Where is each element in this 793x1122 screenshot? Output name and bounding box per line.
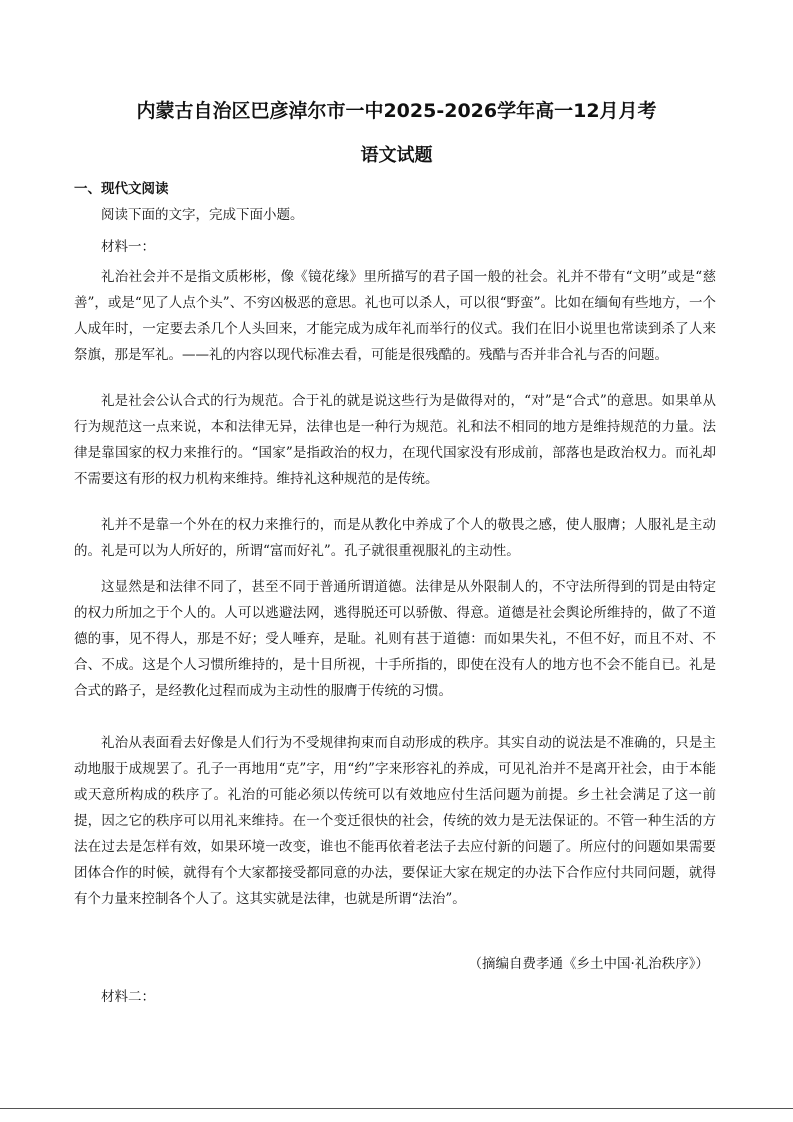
instruction-text: 阅读下面的文字，完成下面小题。 bbox=[101, 207, 304, 223]
material-two-label: 材料二： bbox=[101, 989, 155, 1005]
paragraph: 礼并不是靠一个外在的权力来推行的，而是从教化中养成了个人的敬畏之感，使人服膺；人服礼是主动的。礼是可以为人所好的，所谓“富而好礼”。孔子就很重视服礼的主动性。 bbox=[74, 517, 716, 559]
page-subtitle: 语文试题 bbox=[360, 145, 433, 166]
material-one-label: 材料一： bbox=[101, 239, 155, 255]
paragraph: 这显然是和法律不同了，甚至不同于普通所谓道德。法律是从外限制人的，不守法所得到的罚是由特定的权力所加之于个人的。人可以逃避法网，逃得脱还可以骄傲、得意。道德是社会舆论所维持的，做了不道德的事，见不得人，那是不好；受人唾弃，是耻。礼则有甚于道德：而如果失礼，不但不好，而且不对、不合、不成。这是个人习惯所维持的，是十目所视，十手所指的，即使在没有人的地方也不会不能自已。礼是合式的路子，是经教化过程而成为主动性的服膺于传统的习惯。 bbox=[74, 579, 716, 699]
page-divider bbox=[0, 1108, 793, 1109]
source-citation: （摘编自费孝通《乡土中国·礼治秩序》） bbox=[468, 956, 709, 972]
paragraph: 礼是社会公认合式的行为规范。合于礼的就是说这些行为是做得对的，“对”是“合式”的意思。如果单从行为规范这一点来说，本和法律无异，法律也是一种行为规范。礼和法不相同的地方是维持规范的力量。法律是靠国家的权力来推行的。“国家”是指政治的权力，在现代国家没有形成前，部落也是政治权力。而礼却不需要这有形的权力机构来维持。维持礼这种规范的是传统。 bbox=[74, 393, 716, 487]
section-heading: 一、现代文阅读 bbox=[74, 181, 169, 197]
paragraph: 礼治社会并不是指文质彬彬，像《镜花缘》里所描写的君子国一般的社会。礼并不带有“文明”或是“慈善”，或是“见了人点个头”、不穷凶极恶的意思。礼也可以杀人，可以很“野蛮”。比如在缅甸有些地方，一个人成年时，一定要去杀几个人头回来，才能完成为成年礼而举行的仪式。我们在旧小说里也常读到杀了人来祭旗，那是军礼。——礼的内容以现代标准去看，可能是很残酷的。残酷与否并非合礼与否的问题。 bbox=[74, 269, 717, 363]
paragraph: 礼治从表面看去好像是人们行为不受规律拘束而自动形成的秩序。其实自动的说法是不准确的，只是主动地服于成规罢了。孔子一再地用“克”字，用“约”字来形容礼的养成，可见礼治并不是离开社会，由于本能或天意所构成的秩序了。礼治的可能必须以传统可以有效地应付生活问题为前提。乡土社会满足了这一前提，因之它的秩序可以用礼来维持。在一个变迁很快的社会，传统的效力是无法保证的。不管一种生活的方法在过去是怎样有效，如果环境一改变，谁也不能再依着老法子去应付新的问题了。所应付的问题如果需要团体合作的时候，就得有个大家都接受都同意的办法，要保证大家在规定的办法下合作应付共同问题，就得有个力量来控制各个人了。这其实就是法律，也就是所谓“法治”。 bbox=[74, 735, 716, 907]
page-title: 内蒙古自治区巴彦淖尔市一中2025-2026学年高一12月月考 bbox=[136, 100, 657, 122]
